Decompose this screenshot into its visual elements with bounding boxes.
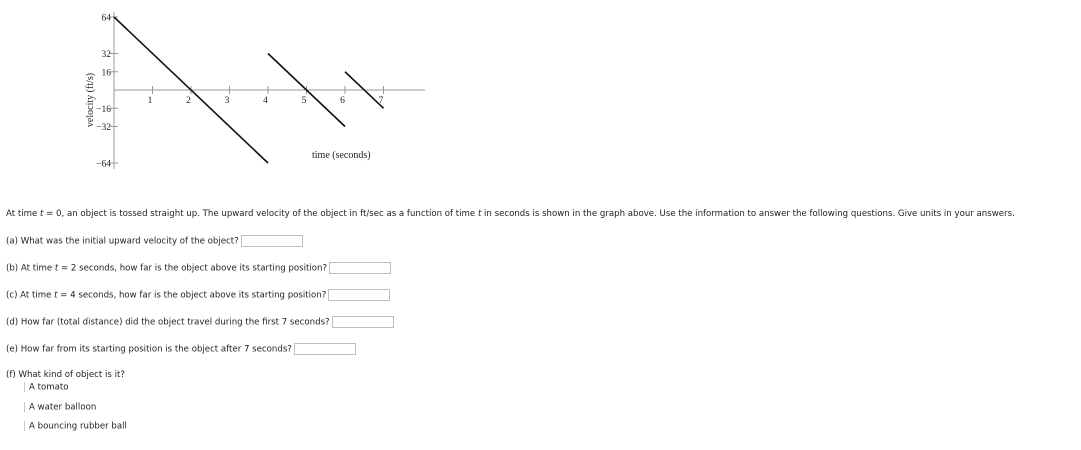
answer-c-input[interactable] [328, 289, 390, 301]
answer-e-input[interactable] [294, 343, 356, 355]
x-tick-label: 7 [378, 96, 384, 106]
y-ticks [96, 14, 118, 170]
x-tick-label: 2 [186, 96, 191, 106]
choice-tomato[interactable]: A tomato [24, 382, 69, 393]
question-d-text: (d) How far (total distance) did the object travel during the first 7 seconds? [6, 317, 330, 328]
answer-a-input[interactable] [241, 235, 303, 247]
question-e-text: (e) How far from its starting position is the object after 7 seconds? [6, 344, 292, 355]
graph-axes [114, 12, 425, 169]
problem-intro: At time t = 0, an object is tossed straight up. The upward velocity of the object in ft/sec as a function of time t in seconds is shown in the graph above. Use the information to answer the following questions. Give units in your answers. [6, 209, 1015, 219]
answer-b-input[interactable] [329, 262, 391, 274]
y-tick-label: −16 [96, 104, 111, 115]
y-tick-label: 32 [101, 50, 111, 60]
x-tick-label: 3 [224, 96, 230, 106]
question-a [6, 235, 303, 247]
radio-button[interactable] [24, 382, 25, 392]
x-tick-label: 5 [301, 96, 307, 106]
y-tick-label: 64 [101, 13, 111, 24]
question-d [6, 316, 394, 328]
y-axis-label: velocity (ft/s) [85, 72, 96, 128]
x-tick-label: 6 [340, 96, 345, 106]
y-tick-label: −64 [96, 159, 111, 170]
answer-d-input[interactable] [332, 316, 394, 328]
radio-button[interactable] [24, 402, 25, 412]
radio-button[interactable] [24, 421, 25, 431]
x-tick-label: 4 [263, 96, 268, 106]
question-f [6, 370, 125, 380]
x-axis-label: time (seconds) [312, 150, 371, 161]
velocity-graph [0, 0, 440, 200]
choice-water-balloon[interactable]: A water balloon [24, 402, 96, 413]
question-e [6, 343, 356, 355]
question-f-text: (f) What kind of object is it? [6, 370, 125, 380]
y-tick-label: 16 [101, 68, 111, 79]
choice-bouncing-rubber-ball[interactable]: A bouncing rubber ball [24, 421, 127, 432]
question-c: (c) At time t = 4 seconds, how far is the object above its starting position? [6, 289, 390, 301]
x-ticks [148, 86, 384, 106]
question-a-text: (a) What was the initial upward velocity of the object? [6, 236, 239, 247]
question-b: (b) At time t = 2 seconds, how far is the object above its starting position? [6, 262, 391, 274]
x-tick-label: 1 [147, 96, 153, 106]
y-tick-label: −32 [96, 123, 111, 133]
